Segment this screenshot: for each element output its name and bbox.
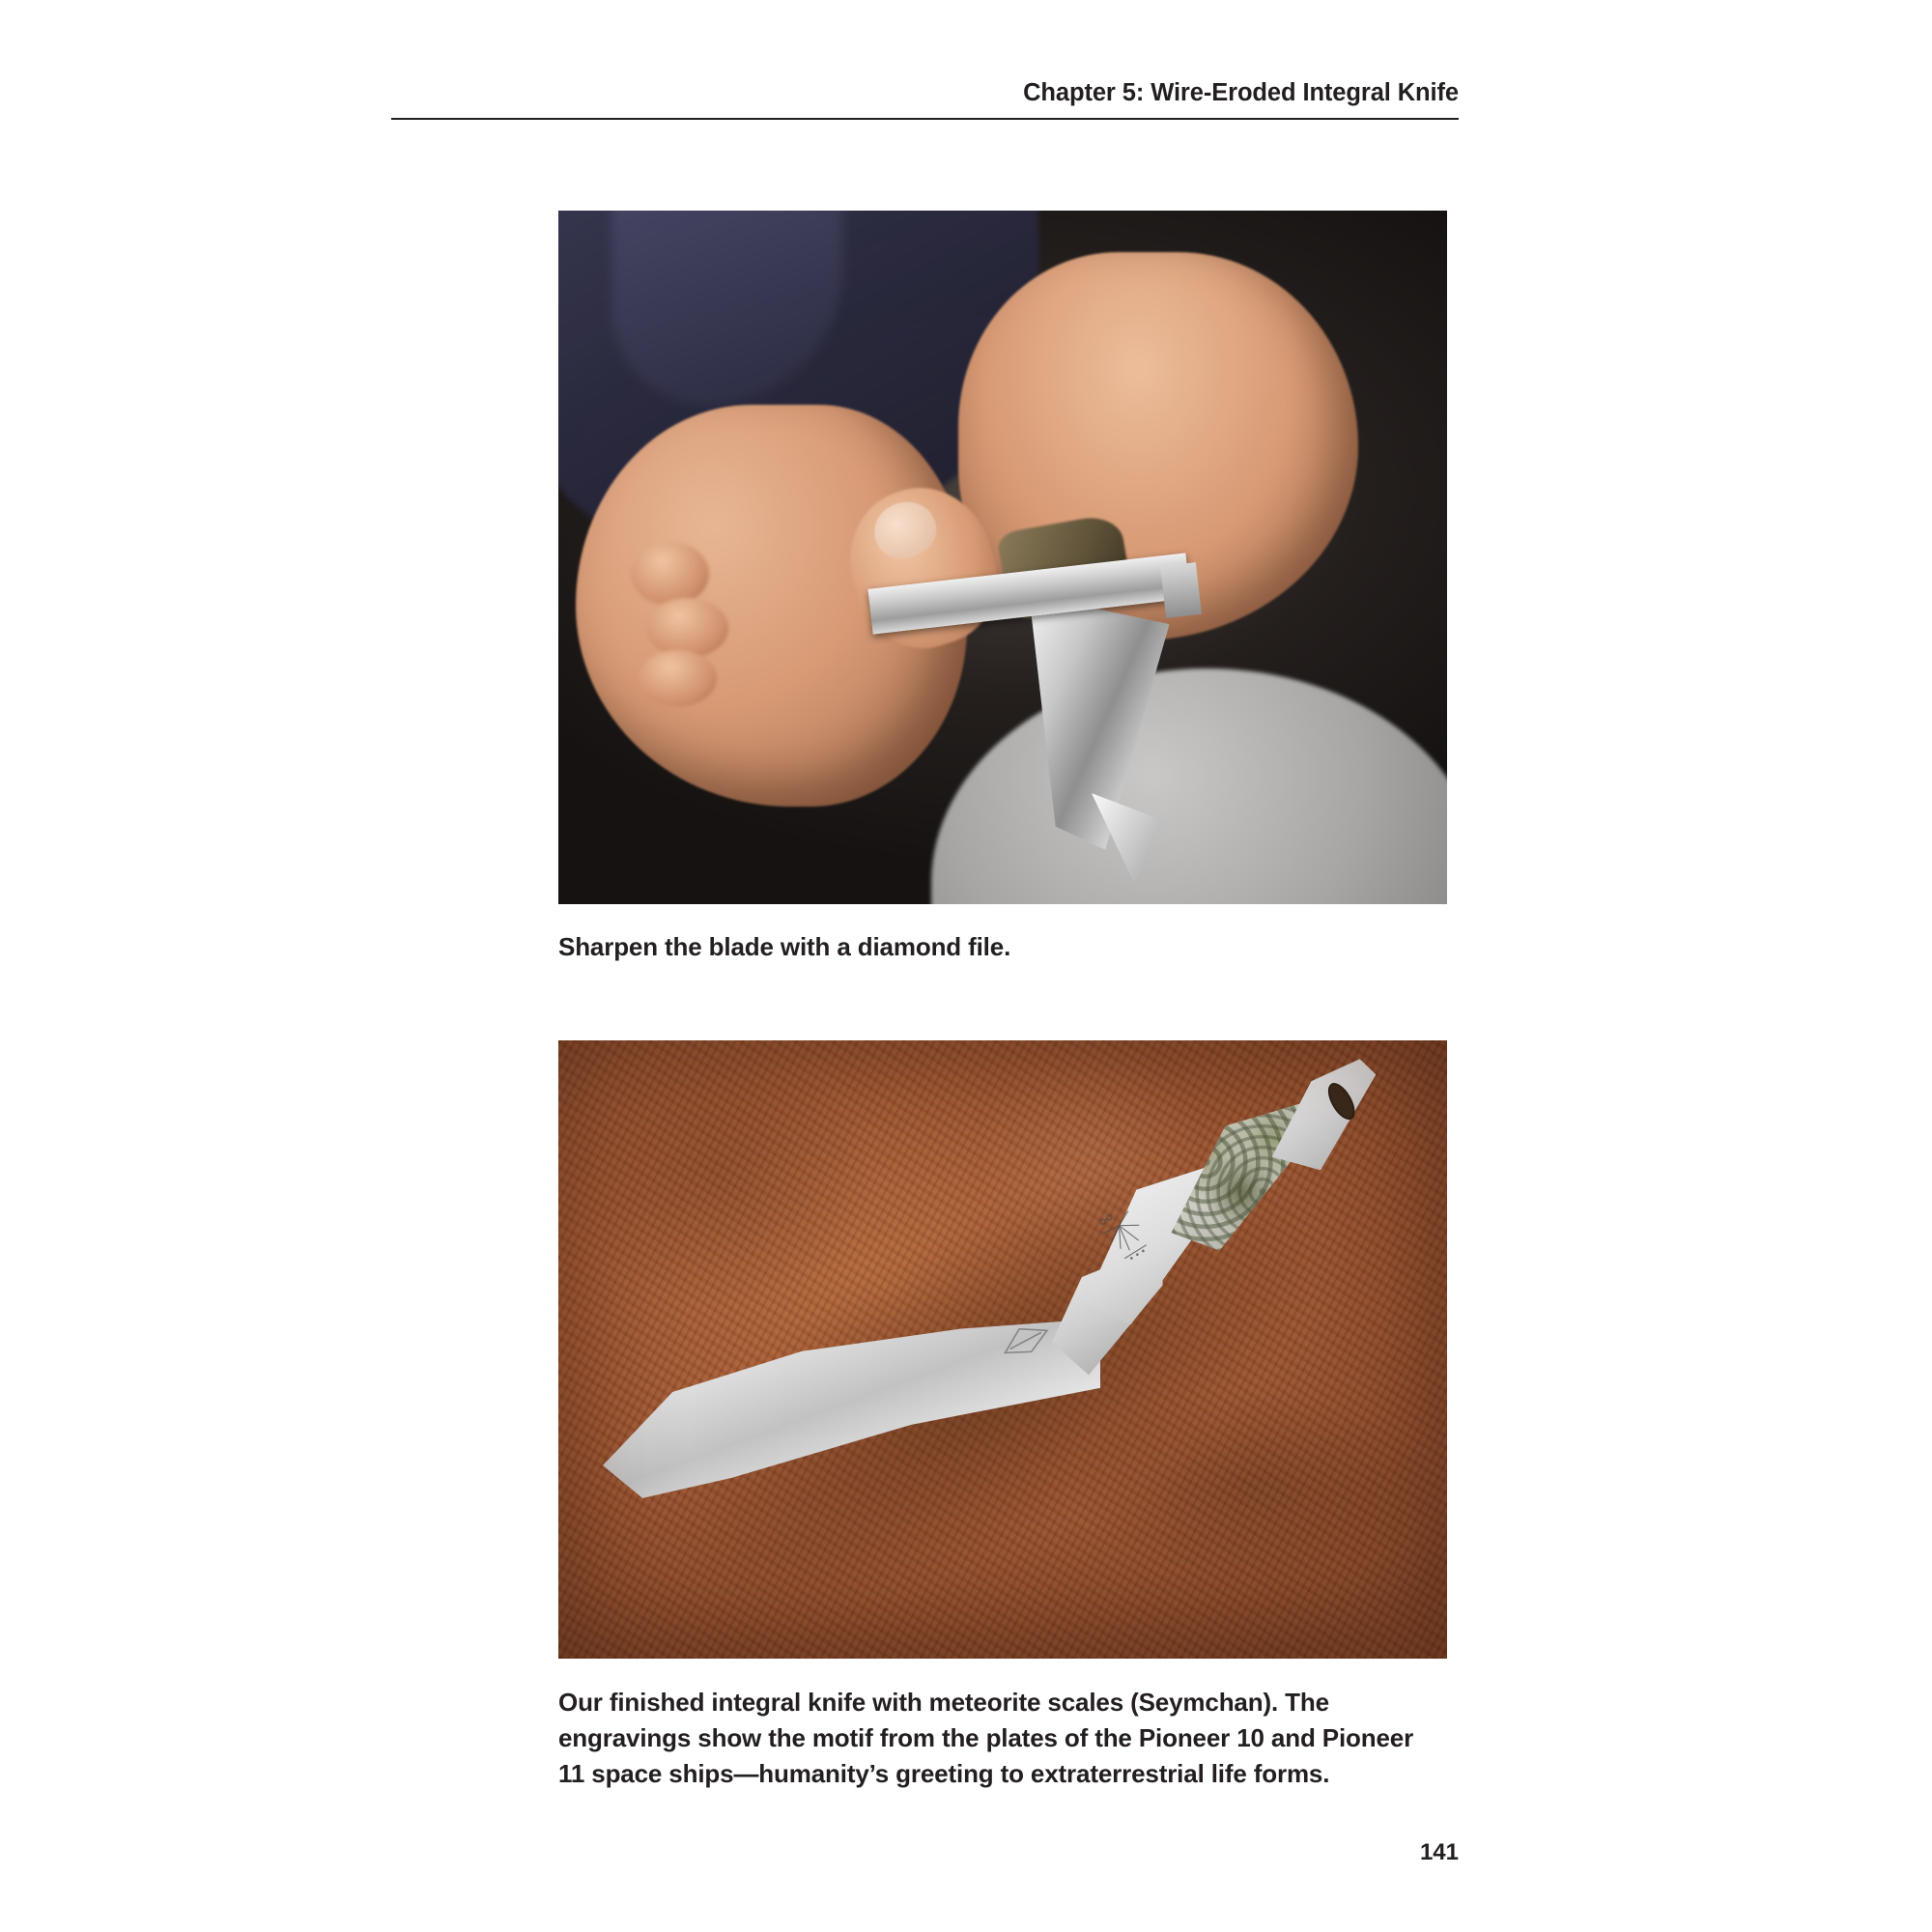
- figure-caption-1: Sharpen the blade with a diamond file.: [558, 932, 1011, 961]
- running-head: [391, 79, 1459, 120]
- figure-finished-knife: [558, 1040, 1447, 1659]
- sharpening-photo: [558, 211, 1447, 904]
- knuckle: [639, 650, 717, 706]
- finished-knife-photo: [558, 1040, 1447, 1659]
- diamond-file-end: [1160, 562, 1202, 618]
- figure-sharpening: [558, 211, 1447, 904]
- page-number: 141: [1419, 1839, 1459, 1865]
- figure-caption-2: Our finished integral knife with meteorite scales (Seymchan). The engravings show the motif from the plates of the Pioneer 10 and Pioneer 11 space ships—humanity’s greeting to extraterrestrial life forms.: [558, 1688, 1414, 1788]
- knuckle: [631, 542, 709, 607]
- knuckle: [646, 598, 728, 658]
- photo-vignette: [558, 1040, 1447, 1659]
- header-rule: [391, 118, 1459, 120]
- chapter-title: Chapter 5: Wire-Eroded Integral Knife: [1023, 79, 1459, 106]
